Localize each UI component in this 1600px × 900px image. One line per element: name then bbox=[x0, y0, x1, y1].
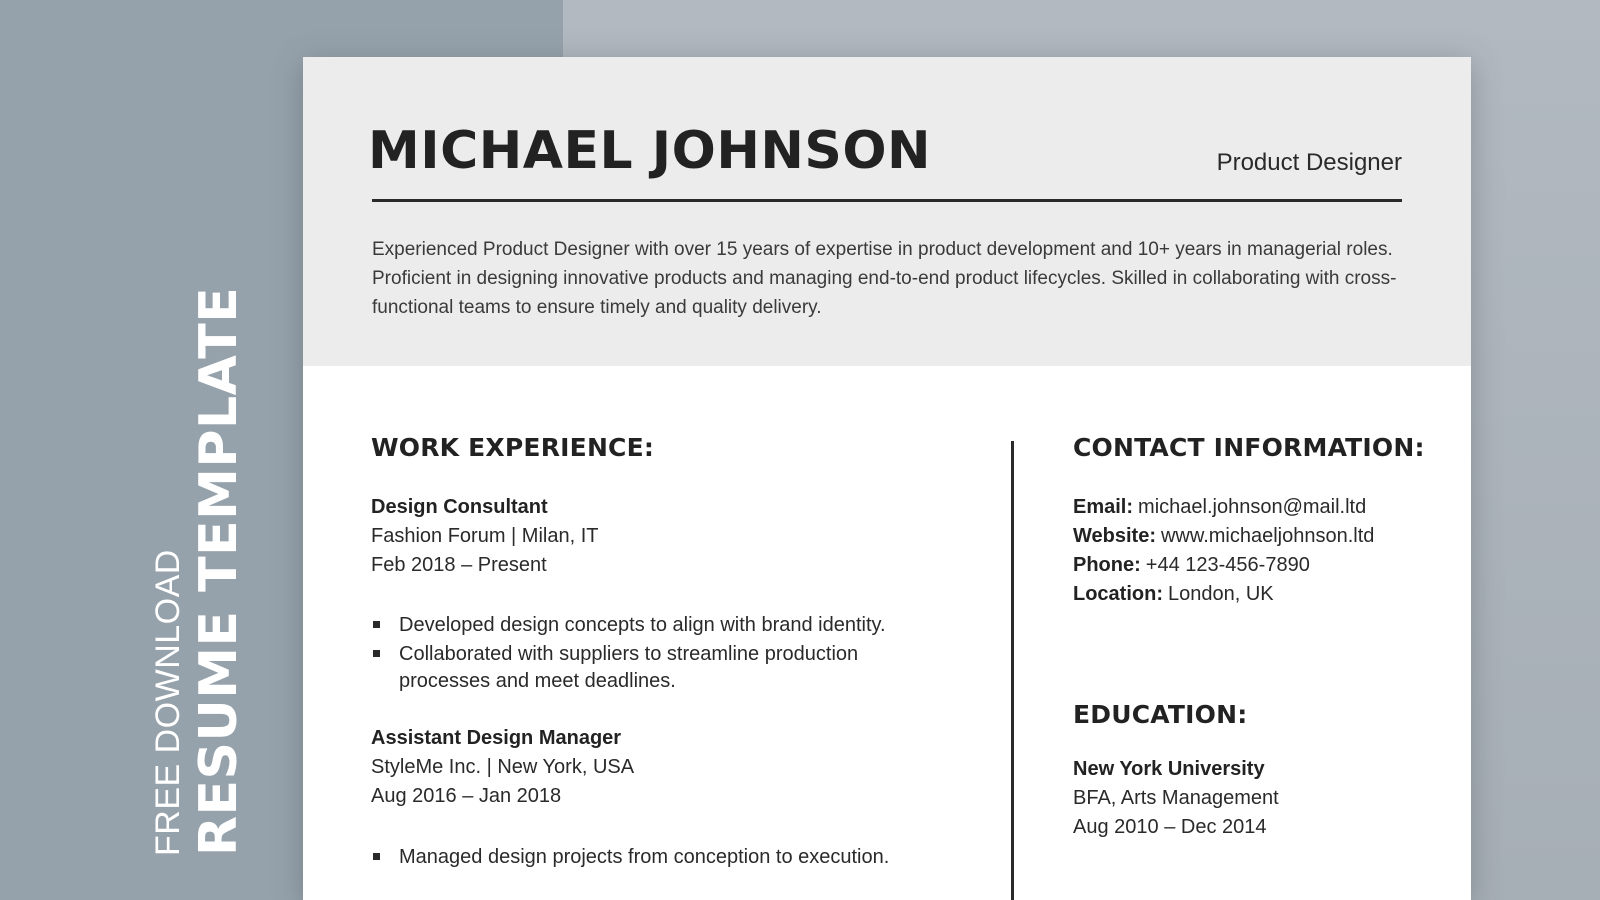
job-company: Fashion Forum | Milan, IT bbox=[371, 525, 599, 547]
resume-summary: Experienced Product Designer with over 15 years of expertise in product development and 10+ years in managerial roles. Proficient in designing innovative products and managing end-to-end product lifecycles. Skilled in collaborating with cross-functional teams to ensure timely and quality delivery. bbox=[372, 239, 1397, 318]
contact-label: Website: bbox=[1073, 525, 1156, 547]
contact-label: Phone: bbox=[1073, 554, 1141, 576]
resume-name: MICHAEL JOHNSON bbox=[368, 121, 932, 181]
bullet-text: Collaborated with suppliers to streamline production processes and meet deadlines. bbox=[399, 643, 859, 692]
side-caption-line1: FREE DOWNLOAD bbox=[149, 549, 187, 856]
job-bullet-list bbox=[371, 612, 931, 697]
job-title: Assistant Design Manager bbox=[371, 727, 622, 749]
work-experience-heading: WORK EXPERIENCE: bbox=[371, 433, 655, 462]
resume-header bbox=[303, 57, 1471, 366]
education-dates: Aug 2010 – Dec 2014 bbox=[1073, 816, 1267, 838]
contact-value: +44 123-456-7890 bbox=[1145, 554, 1310, 576]
resume-role: Product Designer bbox=[1216, 149, 1402, 176]
column-divider bbox=[1011, 441, 1014, 900]
list-item bbox=[371, 612, 931, 639]
bullet-square-icon bbox=[373, 650, 380, 657]
education-school: New York University bbox=[1073, 758, 1265, 780]
contact-location bbox=[1073, 583, 1274, 606]
education-heading: EDUCATION: bbox=[1073, 700, 1248, 729]
bullet-square-icon bbox=[373, 621, 380, 628]
contact-label: Email: bbox=[1073, 496, 1134, 518]
bullet-text: Developed design concepts to align with brand identity. bbox=[399, 614, 886, 636]
contact-value: www.michaeljohnson.ltd bbox=[1160, 525, 1375, 547]
contact-website bbox=[1073, 525, 1374, 548]
contact-phone bbox=[1073, 554, 1310, 577]
header-divider bbox=[372, 199, 1402, 202]
list-item bbox=[371, 844, 971, 871]
contact-label: Location: bbox=[1073, 583, 1163, 605]
bullet-text: Managed design projects from conception to execution. bbox=[399, 846, 890, 868]
contact-value: michael.johnson@mail.ltd bbox=[1138, 496, 1367, 518]
resume-page bbox=[303, 57, 1471, 900]
job-company: StyleMe Inc. | New York, USA bbox=[371, 756, 635, 778]
education-degree: BFA, Arts Management bbox=[1073, 787, 1279, 809]
contact-email bbox=[1073, 496, 1366, 519]
side-caption-line2: RESUME TEMPLATE bbox=[189, 286, 249, 856]
job-title: Design Consultant bbox=[371, 496, 548, 518]
job-dates: Aug 2016 – Jan 2018 bbox=[371, 785, 562, 807]
job-bullet-list bbox=[371, 844, 971, 873]
job-dates: Feb 2018 – Present bbox=[371, 554, 547, 576]
side-caption bbox=[150, 287, 248, 856]
contact-value: London, UK bbox=[1168, 583, 1274, 605]
list-item bbox=[371, 641, 931, 695]
bullet-square-icon bbox=[373, 853, 380, 860]
contact-heading: CONTACT INFORMATION: bbox=[1073, 433, 1425, 462]
